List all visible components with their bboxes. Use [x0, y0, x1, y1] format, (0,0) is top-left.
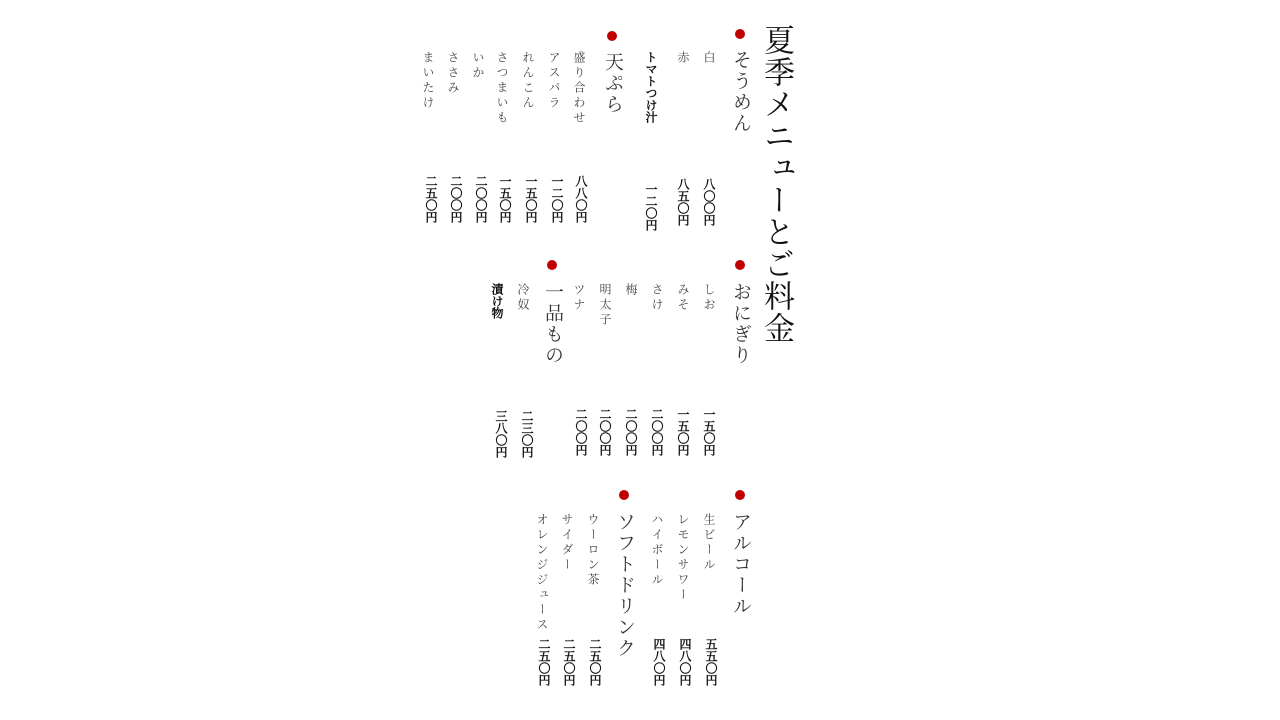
bullet-dot-icon — [607, 31, 617, 41]
section-title-alcohol: アルコール — [730, 512, 752, 617]
menu-item-label: いか — [471, 51, 485, 81]
menu-item-price: 一二〇円 — [550, 175, 564, 223]
menu-item-label: ハイボール — [650, 513, 664, 588]
menu-item-price: 一五〇円 — [498, 175, 512, 223]
section-title-tempura: 天ぷら — [602, 52, 624, 115]
menu-item-price: 一二〇円 — [644, 183, 658, 231]
menu-item-price: 八五〇円 — [676, 178, 690, 226]
menu-item-price: 二五〇円 — [424, 175, 438, 223]
menu-item-price: 二〇〇円 — [624, 408, 638, 456]
menu-item-label: レモンサワー — [676, 513, 690, 603]
menu-item-price: 二五〇円 — [588, 638, 602, 686]
menu-item-price: 一五〇円 — [702, 408, 716, 456]
menu-item-label: ささみ — [446, 51, 460, 96]
menu-item-label: ツナ — [572, 283, 586, 313]
menu-item-price: 二五〇円 — [537, 638, 551, 686]
menu-item-label: 生ビール — [702, 513, 716, 573]
menu-item-price: 八八〇円 — [574, 175, 588, 223]
menu-item-label: 白 — [702, 51, 716, 66]
menu-item-label: アスパラ — [547, 51, 561, 111]
menu-item-price: 二五〇円 — [562, 638, 576, 686]
menu-item-label: トマトつけ汁 — [644, 51, 658, 123]
menu-item-label: 梅 — [624, 283, 638, 298]
menu-item-price: 三八〇円 — [494, 410, 508, 458]
section-title-somen: そうめん — [730, 50, 752, 134]
menu-item-price: 四八〇円 — [678, 638, 692, 686]
menu-item-price: 五五〇円 — [704, 638, 718, 686]
menu-item-price: 一五〇円 — [676, 408, 690, 456]
menu-item-label: オレンジジュース — [535, 513, 549, 633]
menu-item-label: しお — [702, 283, 716, 313]
menu-item-price: 二〇〇円 — [449, 175, 463, 223]
bullet-dot-icon — [619, 490, 629, 500]
menu-item-price: 四八〇円 — [652, 638, 666, 686]
menu-item-label: 赤 — [676, 51, 690, 66]
section-title-ippin: 一品もの — [542, 282, 564, 366]
bullet-dot-icon — [547, 260, 557, 270]
section-title-onigiri: おにぎり — [730, 282, 752, 366]
menu-item-price: 一五〇円 — [524, 175, 538, 223]
section-title-soft-drink: ソフトドリンク — [614, 512, 636, 659]
bullet-dot-icon — [735, 260, 745, 270]
menu-item-label: 漬け物 — [490, 283, 504, 319]
menu-item-label: さつまいも — [495, 51, 509, 126]
menu-item-label: まいたけ — [421, 51, 435, 111]
bullet-dot-icon — [735, 29, 745, 39]
page-title: 夏季メニューとご料金 — [758, 24, 794, 344]
menu-item-label: ウーロン茶 — [586, 513, 600, 588]
menu-item-price: 八〇〇円 — [702, 178, 716, 226]
menu-item-price: 二〇〇円 — [474, 175, 488, 223]
menu-item-price: 二〇〇円 — [598, 408, 612, 456]
menu-item-price: 二〇〇円 — [574, 408, 588, 456]
menu-item-price: 二三〇円 — [520, 410, 534, 458]
menu-item-label: さけ — [650, 283, 664, 313]
menu-item-label: 冷奴 — [516, 283, 530, 313]
bullet-dot-icon — [735, 490, 745, 500]
menu-item-label: れんこん — [521, 51, 535, 111]
menu-item-price: 二〇〇円 — [650, 408, 664, 456]
menu-item-label: 盛り合わせ — [572, 51, 586, 126]
menu-item-label: みそ — [676, 283, 690, 313]
menu-item-label: サイダー — [560, 513, 574, 573]
menu-item-label: 明太子 — [598, 283, 612, 328]
